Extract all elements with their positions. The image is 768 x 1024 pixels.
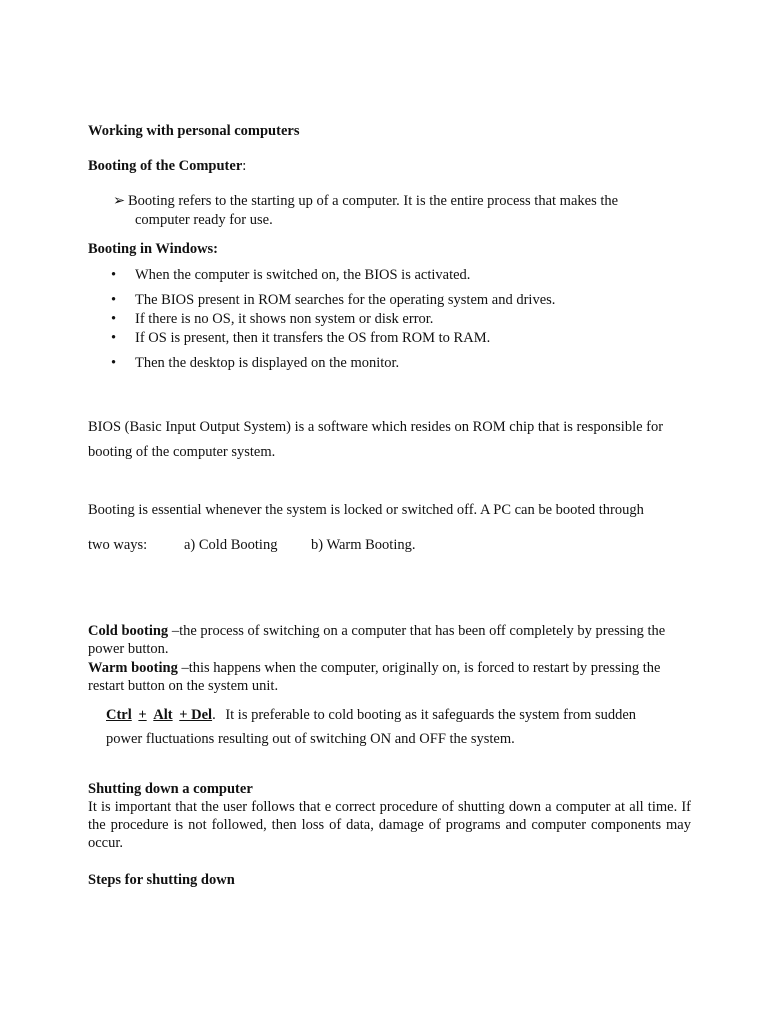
key-period: .: [212, 707, 216, 723]
key-alt: Alt: [153, 707, 173, 723]
bullet-icon: •: [111, 355, 117, 371]
way-b-warm-booting: b) Warm Booting.: [311, 537, 416, 553]
list-item: Then the desktop is displayed on the monitor.: [135, 355, 400, 371]
ctrl-alt-del-description: It is preferable to cold booting as it safeguards the system from sudden: [225, 707, 637, 723]
warm-booting-term: Warm booting: [88, 660, 178, 676]
warm-booting-paragraph: [88, 659, 691, 695]
list-item: When the computer is switched on, the BIOS is activated.: [135, 267, 471, 283]
cold-booting-definition: –the process of switching on a computer that has been off completely by pressing the power button.: [88, 623, 666, 657]
shutdown-paragraph: It is important that the user follows that e correct procedure of shutting down a computer at all time. If the procedure is not followed, then loss of data, damage of programs and computer components may occur.: [88, 799, 691, 851]
key-combination-line: [106, 706, 636, 724]
list-item: The BIOS present in ROM searches for the operating system and drives.: [135, 292, 556, 308]
two-ways-label: two ways:: [88, 537, 148, 553]
booting-heading: Booting of the Computer: [88, 158, 243, 174]
key-ctrl: Ctrl: [106, 707, 132, 723]
bullet-icon: •: [111, 311, 117, 327]
bullet-icon: •: [111, 267, 117, 283]
cold-booting-paragraph: [88, 622, 691, 658]
cold-booting-term: Cold booting: [88, 623, 169, 639]
booting-heading-line: [88, 157, 246, 175]
booting-definition-line1: Booting refers to the starting up of a computer. It is the entire process that makes the: [128, 193, 619, 209]
booting-essential-line: Booting is essential whenever the system is locked or switched off. A PC can be booted through: [88, 502, 644, 518]
document-title: Working with personal computers: [88, 123, 300, 139]
booting-definition-line2: computer ready for use.: [135, 212, 273, 228]
warm-booting-definition: –this happens when the computer, originally on, is forced to restart by pressing the restart button on the system unit.: [88, 660, 661, 694]
list-item: If there is no OS, it shows non system or disk error.: [135, 311, 434, 327]
windows-heading: Booting in Windows:: [88, 241, 219, 257]
list-item: If OS is present, then it transfers the OS from ROM to RAM.: [135, 330, 491, 346]
key-del: + Del: [179, 707, 213, 723]
arrow-bullet-icon: ➢: [113, 193, 126, 209]
booting-heading-colon: :: [242, 158, 247, 174]
bullet-icon: •: [111, 292, 117, 308]
way-a-cold-booting: a) Cold Booting: [184, 537, 278, 553]
bios-definition-line2: booting of the computer system.: [88, 444, 276, 460]
shutdown-heading: Shutting down a computer: [88, 781, 253, 797]
key-plus: +: [138, 707, 147, 723]
steps-heading: Steps for shutting down: [88, 872, 235, 888]
ctrl-alt-del-description-line2: power fluctuations resulting out of switching ON and OFF the system.: [106, 731, 515, 747]
bullet-icon: •: [111, 330, 117, 346]
bios-definition-line1: BIOS (Basic Input Output System) is a software which resides on ROM chip that is responsible for: [88, 419, 664, 435]
